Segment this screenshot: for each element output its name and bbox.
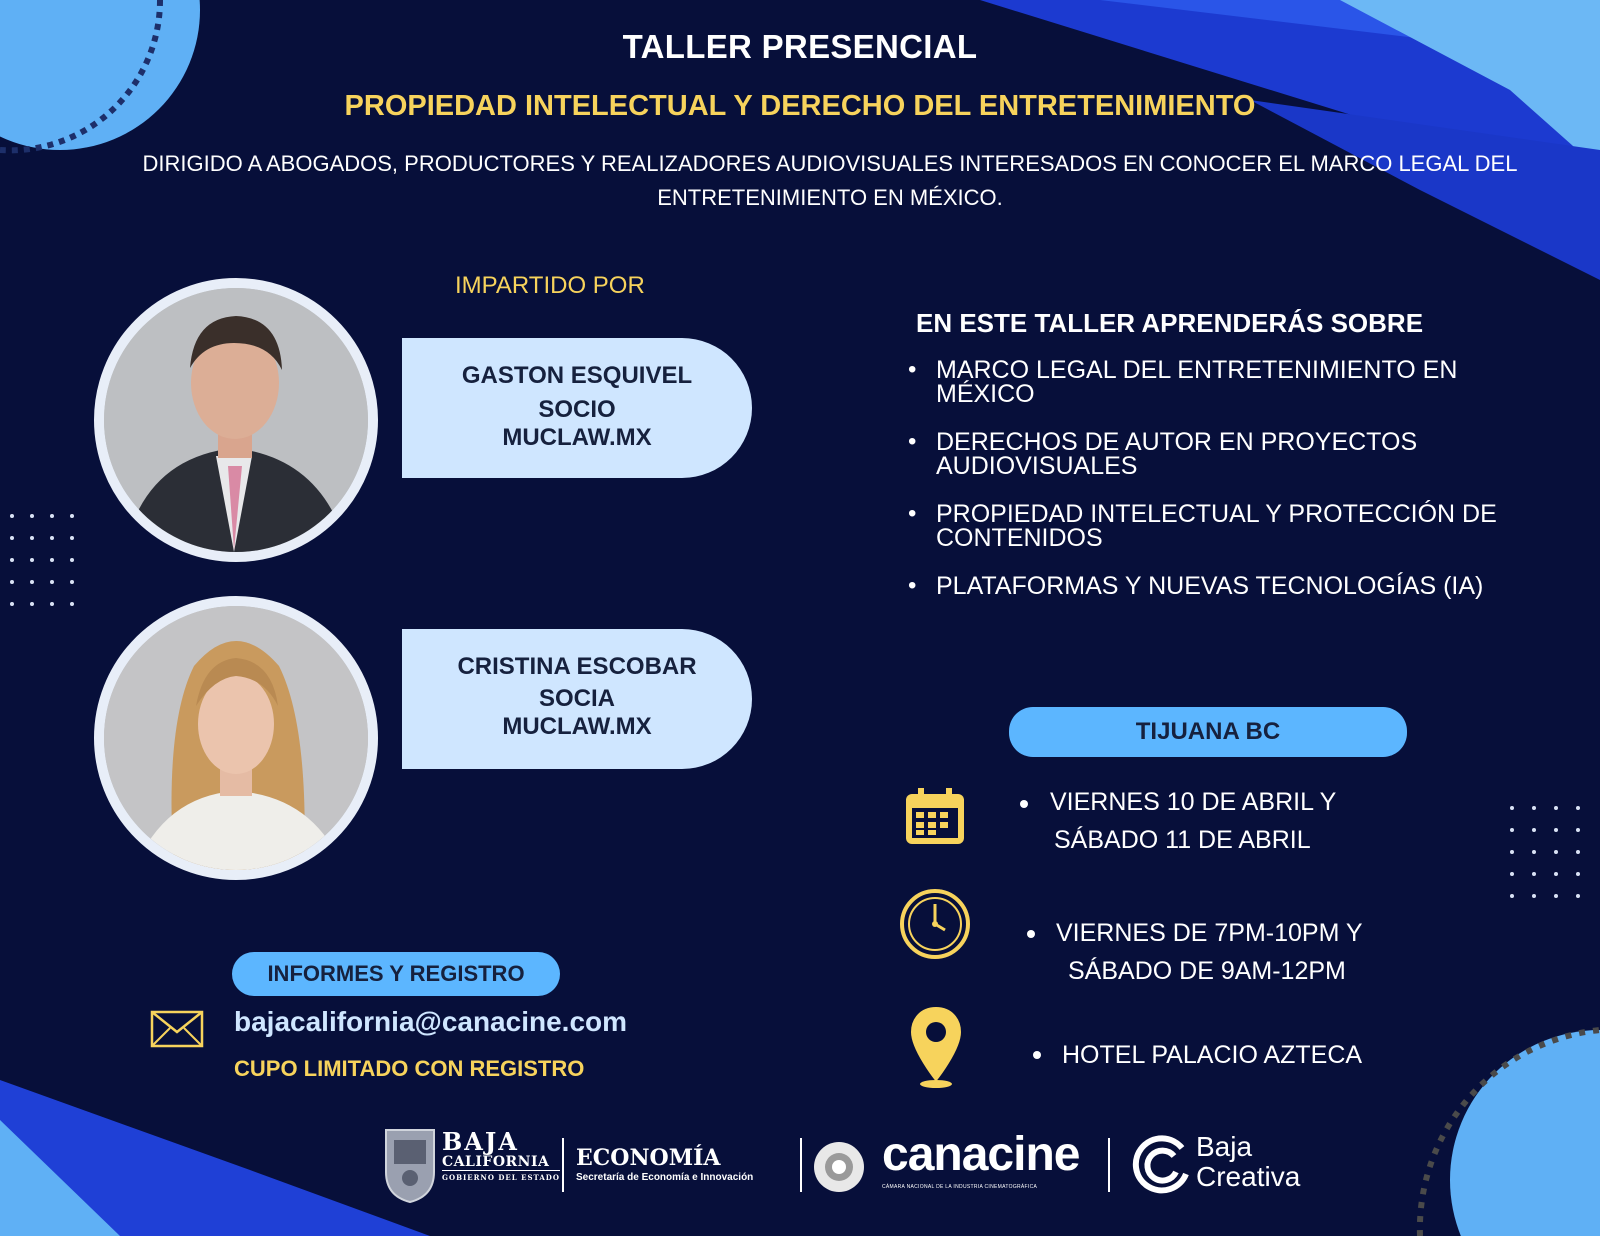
woman-portrait-icon [104,606,368,870]
baja-creativa-line2: Creativa [1196,1161,1301,1192]
speaker-card-cristina [402,629,752,769]
audience-description: DIRIGIDO A ABOGADOS, PRODUCTORES Y REALIZADORES AUDIOVISUALES INTERESADOS EN CONOCER EL MARCO LEGAL DEL ENTRETENIMIENTO EN MÉXICO. [142,151,1518,210]
baja-creativa-logo [1196,1132,1300,1192]
speakers-label: IMPARTIDO POR [455,272,645,299]
event-time-line-2: SÁBADO DE 9AM-12PM [1068,957,1346,985]
baja-creativa-swirl-icon [1130,1134,1192,1196]
economia-logo-subtitle: Secretaría de Economía e Innovación [576,1172,754,1183]
speaker-card-gaston [402,338,752,478]
event-venue: HOTEL PALACIO AZTECA [1062,1041,1363,1069]
economia-logo [576,1146,753,1186]
speaker-firm: MUCLAW.MX [502,713,652,740]
event-date-line-2: SÁBADO 11 DE ABRIL [1054,826,1311,854]
man-portrait-icon [104,288,368,552]
speaker-photo-cristina [94,596,378,880]
canacine-reel-icon [812,1140,866,1194]
event-time-line-1: VIERNES DE 7PM-10PM Y [1056,919,1363,947]
speaker-role: SOCIO [538,396,616,423]
economia-logo-title: ECONOMÍA [576,1145,721,1171]
speaker-firm: MUCLAW.MX [502,424,652,451]
logo-divider [800,1138,802,1192]
registration-badge: INFORMES Y REGISTRO [232,952,560,996]
topic-item: • PROPIEDAD INTELECTUAL Y PROTECCIÓN DE CONTENIDOS [908,502,1528,550]
location-pin-icon [910,1004,962,1090]
bullet-dot-icon [1025,928,1037,940]
topic-item: • DERECHOS DE AUTOR EN PROYECTOS AUDIOVISUALES [908,430,1528,478]
contact-email-link[interactable]: bajacalifornia@canacine.com [234,1006,628,1037]
topics-heading: EN ESTE TALLER APRENDERÁS SOBRE [916,308,1424,338]
baja-california-logo-text [442,1127,560,1185]
speaker-name: CRISTINA ESCOBAR [457,653,697,680]
speaker-photo-gaston [94,278,378,562]
bc-logo-line3: GOBIERNO DEL ESTADO [442,1170,560,1185]
logo-divider [562,1138,564,1192]
bc-logo-line1: BAJA [442,1127,519,1156]
topic-item: • PLATAFORMAS Y NUEVAS TECNOLOGÍAS (IA) [908,574,1528,598]
city-badge: TIJUANA BC [1009,707,1407,757]
bullet-dot-icon [1031,1049,1043,1061]
canacine-logo-subtitle: CÁMARA NACIONAL DE LA INDUSTRIA CINEMATOGRÁFICA [882,1184,1038,1190]
baja-creativa-line1: Baja [1196,1131,1253,1162]
event-date [1022,783,1336,859]
shield-icon [382,1126,438,1204]
limited-capacity-note: CUPO LIMITADO CON REGISTRO [234,1056,585,1081]
page-title: TALLER PRESENCIAL [622,28,978,65]
topic-item: • MARCO LEGAL DEL ENTRETENIMIENTO EN MÉXICO [908,358,1528,406]
envelope-icon [150,1010,204,1048]
bullet-dot-icon [1018,798,1030,810]
calendar-icon [904,786,966,848]
speaker-role: SOCIA [538,685,615,712]
page-subtitle: PROPIEDAD INTELECTUAL Y DERECHO DEL ENTRETENIMIENTO [344,90,1256,122]
clock-icon [899,888,971,960]
event-date-line-1: VIERNES 10 DE ABRIL Y [1050,788,1337,816]
canacine-logo-text: canacine [882,1128,1080,1181]
bc-logo-line2: CALIFORNIA [442,1154,550,1170]
logo-divider [1108,1138,1110,1192]
topics-list [908,358,1528,622]
event-time [1026,914,1363,990]
baja-california-shield-logo [382,1126,416,1206]
speaker-name: GASTON ESQUIVEL [461,362,693,389]
canacine-logo [882,1128,1079,1192]
